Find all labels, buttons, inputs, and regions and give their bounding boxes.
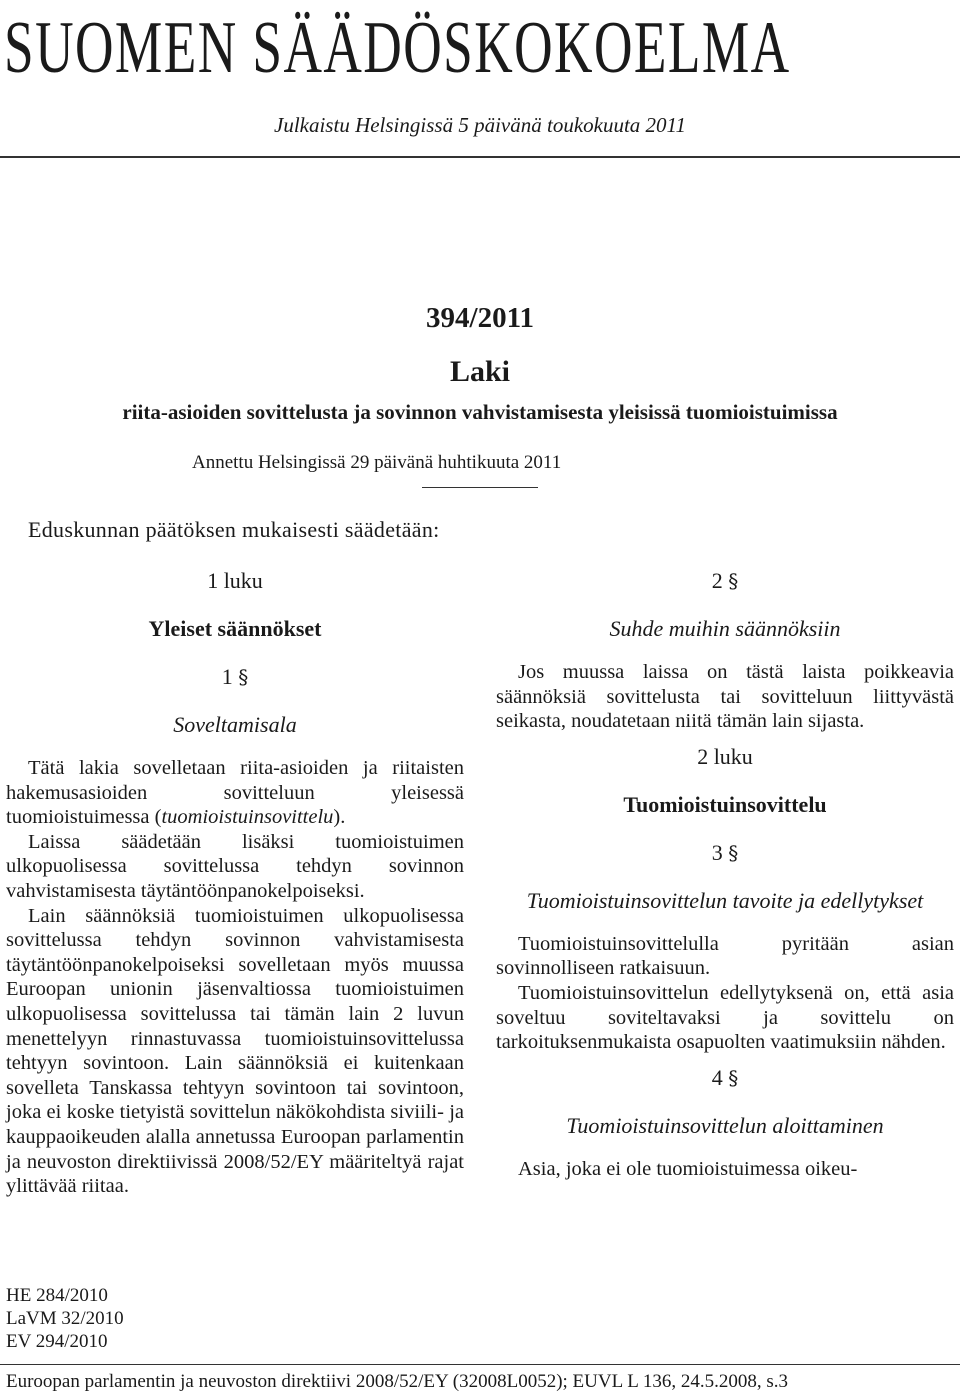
document-number: 394/2011 [426,302,534,334]
paragraph: Jos muussa laissa on tästä laista poikkeavia säännöksiä sovittelusta tai sovitteluun liittyvästä seikasta, noudatetaan niitä tämän lain sijasta. [496,661,954,733]
section-heading [496,838,954,886]
section-number: 4 [711,1064,723,1090]
top-rule [0,156,960,158]
publication-date: Julkaistu Helsingissä 5 päivänä toukokuuta 2011 [274,113,686,137]
legislative-references [6,1284,124,1353]
section-heading [496,566,954,614]
reference-item: LaVM 32/2010 [6,1308,124,1329]
footnote: Euroopan parlamentin ja neuvoston direktiivi 2008/52/EY (32008L0052); EUVL L 136, 24.5.2008, s.3 [6,1371,789,1392]
reference-item: EV 294/2010 [6,1331,108,1352]
section-heading [496,1063,954,1111]
section-symbol: § [728,1065,739,1090]
given-date: Annettu Helsingissä 29 päivänä huhtikuuta 2011 [192,452,562,473]
section-title: Suhde muihin säännöksiin [609,616,841,641]
reference-item: HE 284/2010 [6,1285,108,1306]
section-title: Tuomioistuinsovittelun tavoite ja edellytykset [526,887,924,913]
section-symbol: § [238,665,249,689]
defined-term: tuomioistuinsovittelu [161,806,334,829]
section-symbol: § [728,569,739,593]
section-number: 1 [221,664,233,689]
paragraph-text: ). [333,806,346,829]
section-title: Soveltamisala [173,712,297,737]
footnote-rule [0,1364,960,1365]
section-symbol: § [728,840,739,865]
paragraph [6,756,464,830]
chapter-heading: 2 luku [697,743,753,769]
document-type: Laki [449,355,511,388]
chapter-heading: 1 luku [207,568,263,593]
section-heading [6,662,464,710]
right-column [496,566,954,1181]
chapter-title: Yleiset säännökset [148,616,322,641]
chapter-title: Tuomioistuinsovittelu [623,791,827,817]
paragraph: Tuomioistuinsovittelun edellytyksenä on, että asia soveltuu soviteltavaksi ja sovittelu on tarkoituksenmukaista osapuolten vaatimuksiin nähden. [496,981,954,1054]
section-number: 2 [711,568,723,593]
document-title: riita-asioiden sovittelusta ja sovinnon vahvistamisesta yleisissä tuomioistuimissa [122,400,838,424]
left-column [6,566,464,1199]
enactment-clause: Eduskunnan päätöksen mukaisesti säädetään: [28,517,440,542]
paragraph: Lain säännöksiä tuomioistuimen ulkopuolisessa sovittelussa tehdyn sovinnon vahvistamisesta täytäntöönpanokelpoiseksi sovelletaan myös muussa Euroopan unionin jäsenvaltiossa tuomioistuimen ulkopuolisessa sovittelussa tai tämän lain 2 luvun menettelyyn rinnastuvassa tuomioistuinsovittelussa tehtyyn sovintoon. Lain säännöksiä ei kuitenkaan sovelleta Tanskassa tehtyyn sovintoon tai sovintoon, joka ei koske tietyistä sovittelun näkökohdista siviili- ja kauppaoikeuden alalla annetussa Euroopan parlamentin ja neuvoston direktiivissä 2008/52/EY määriteltyä rajat ylittävää riitaa. [6,904,464,1198]
section-title: Tuomioistuinsovittelun aloittaminen [566,1112,884,1138]
section-number: 3 [711,839,723,865]
paragraph: Laissa säädetään lisäksi tuomioistuimen ulkopuolisessa sovittelussa tehdyn sovinnon vahvistamisesta täytäntöönpanokelpoiseksi. [6,830,464,902]
short-rule [422,487,538,488]
paragraph: Tuomioistuinsovittelulla pyritään asian sovinnolliseen ratkaisuun. [496,932,954,980]
paragraph-text: Tätä lakia sovelletaan riita-asioiden ja riitaisten hakemusasioiden sovitteluun yleisessä tuomioistuimessa ( [6,757,464,829]
paragraph: Asia, joka ei ole tuomioistuimessa oikeu- [518,1157,858,1180]
masthead-title: SUOMEN SÄÄDÖSKOKOELMA [4,7,791,89]
